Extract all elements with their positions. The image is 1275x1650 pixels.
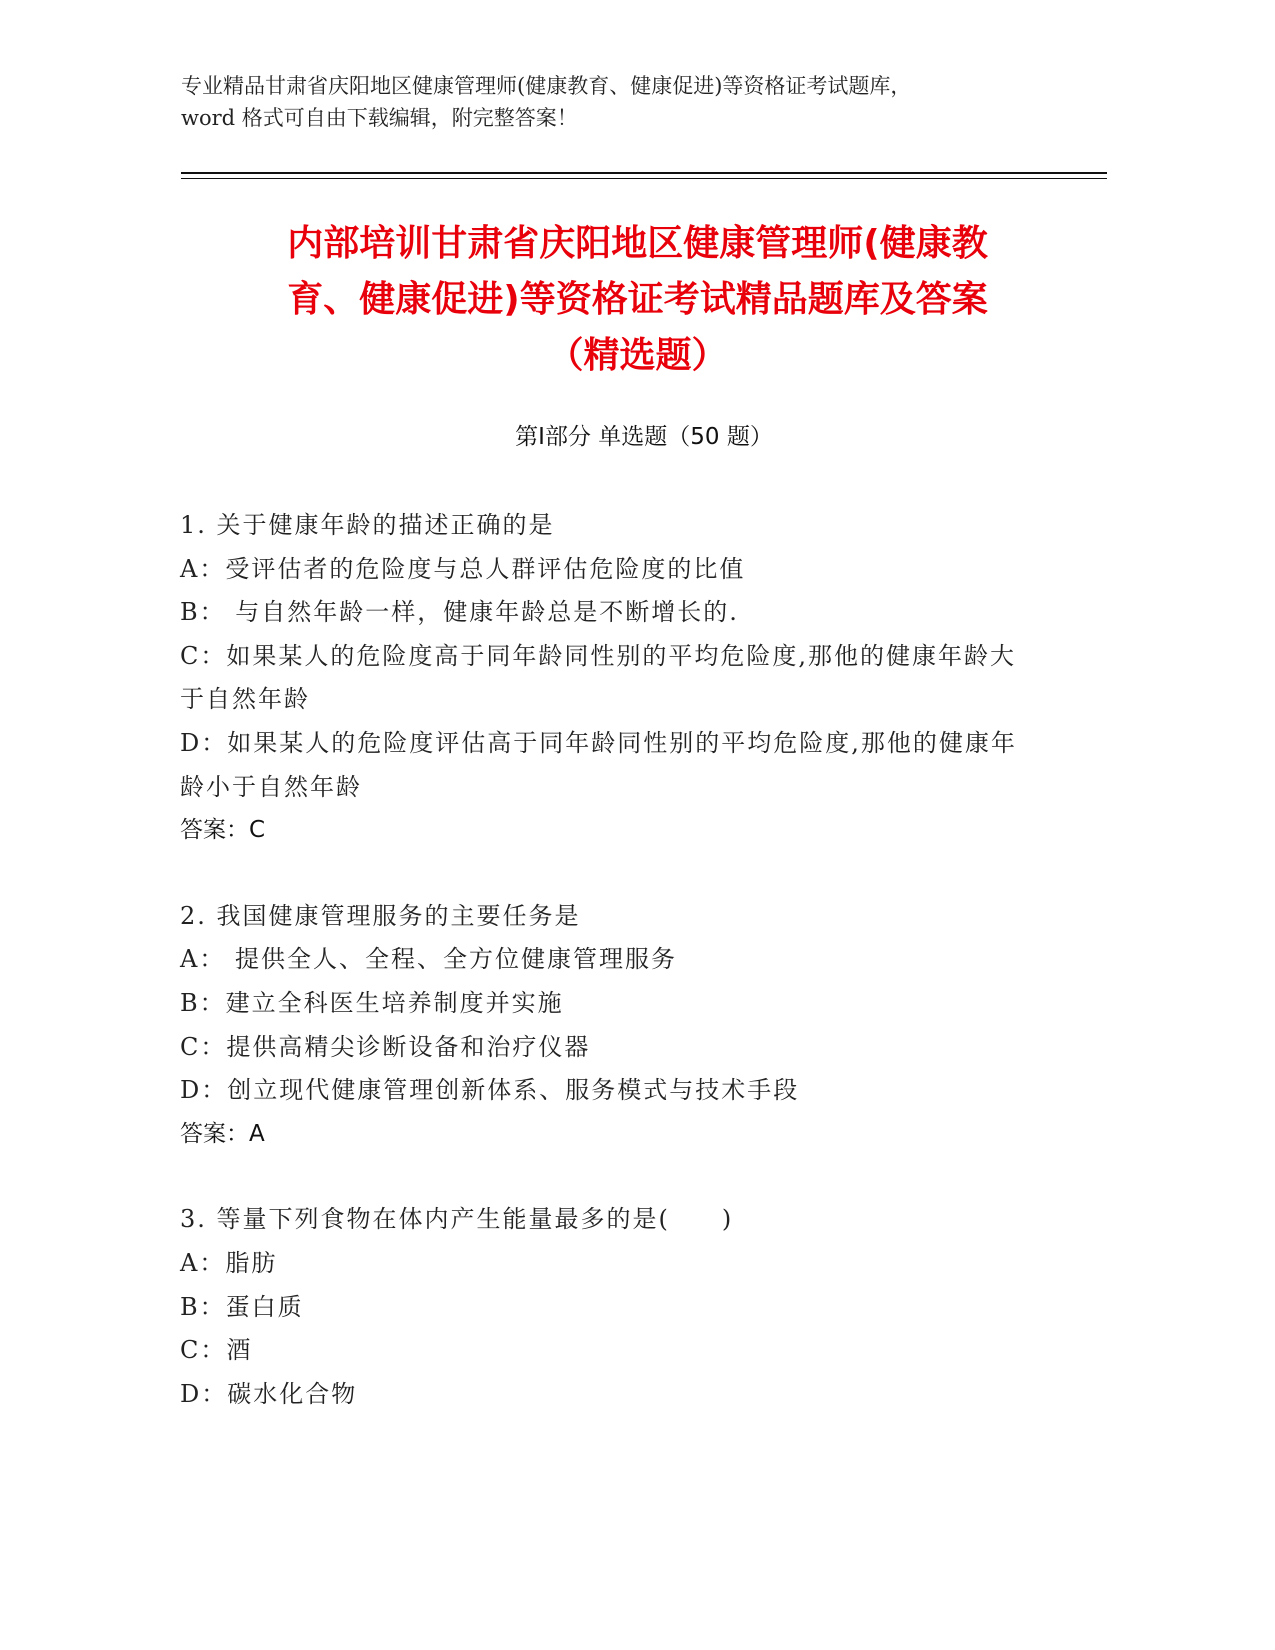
option-c: C：酒: [180, 1336, 253, 1365]
header-note-line: word 格式可自由下载编辑，附完整答案！: [181, 106, 578, 130]
question-stem: 3. 等量下列食物在体内产生能量最多的是( ): [180, 1205, 734, 1234]
document-title: [170, 216, 1105, 384]
document-title-line: 内部培训甘肃省庆阳地区健康管理师(健康教: [287, 223, 988, 264]
answer-label: 答案：A: [180, 1120, 265, 1147]
answer-label: 答案：C: [180, 817, 266, 844]
header-divider-thick: [181, 172, 1107, 174]
header-divider-thin: [181, 178, 1107, 179]
question-item: [180, 895, 1040, 1157]
document-title-line: （精选题）: [547, 335, 728, 376]
option-d: D：如果某人的危险度评估高于同年龄同性别的平均危险度,那他的健康年龄小于自然年龄: [180, 728, 1017, 801]
question-item: [180, 504, 1040, 853]
option-a: A：脂肪: [180, 1248, 278, 1277]
option-d: D：碳水化合物: [180, 1379, 358, 1408]
header-note-line: 专业精品甘肃省庆阳地区健康管理师(健康教育、健康促进)等资格证考试题库，: [181, 74, 912, 98]
option-c: C：提供高精尖诊断设备和治疗仪器: [180, 1032, 591, 1061]
question-stem: 1. 关于健康年龄的描述正确的是: [180, 511, 555, 539]
option-b: B：蛋白质: [180, 1292, 304, 1321]
option-b: B： 与自然年龄一样，健康年龄总是不断增长的.: [180, 598, 739, 627]
document-title-line: 育、健康促进)等资格证考试精品题库及答案: [287, 279, 988, 320]
question-list: [180, 504, 1040, 1458]
option-d: D：创立现代健康管理创新体系、服务模式与技术手段: [180, 1076, 800, 1105]
option-a: A：受评估者的危险度与总人群评估危险度的比值: [180, 554, 746, 583]
question-item: [180, 1198, 1040, 1416]
section-title: 第Ⅰ部分 单选题（50 题）: [515, 424, 773, 450]
question-stem: 2. 我国健康管理服务的主要任务是: [180, 901, 581, 930]
option-a: A： 提供全人、全程、全方位健康管理服务: [180, 945, 677, 974]
option-b: B：建立全科医生培养制度并实施: [180, 988, 564, 1017]
option-c: C：如果某人的危险度高于同年龄同性别的平均危险度,那他的健康年龄大于自然年龄: [180, 641, 1016, 714]
header-note: [181, 70, 1081, 134]
